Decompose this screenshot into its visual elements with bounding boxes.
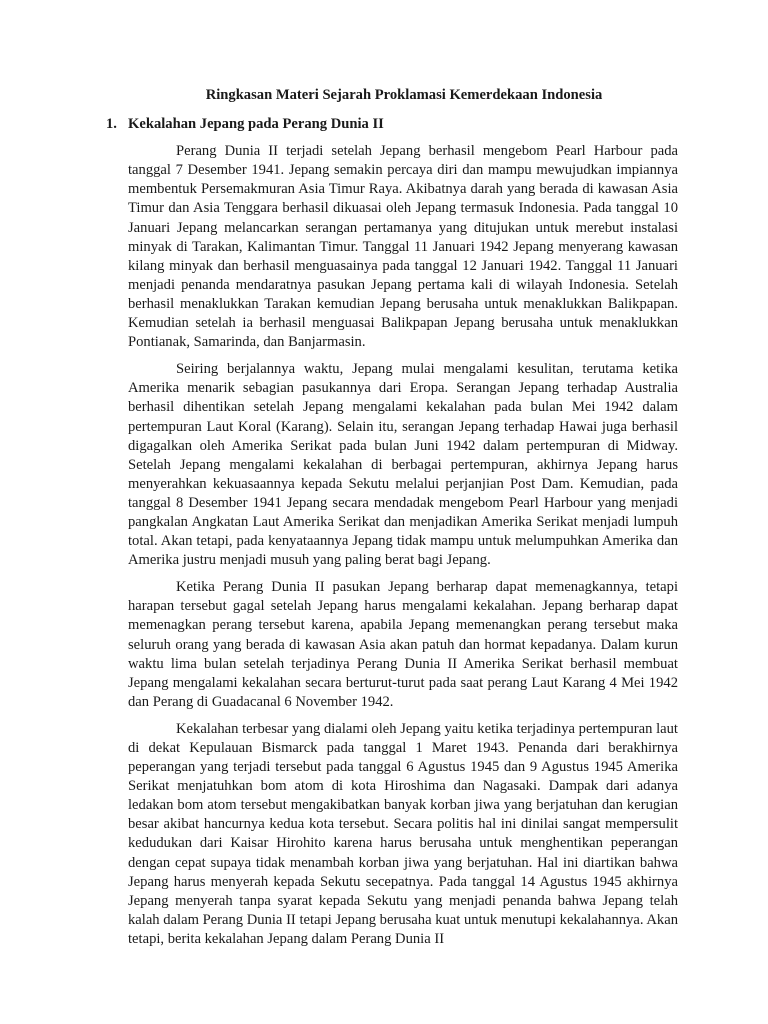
paragraph: Seiring berjalannya waktu, Jepang mulai mengalami kesulitan, terutama ketika Amerika menarik sebagian pasukannya dari Eropa. Serangan Jepang terhadap Australia berhasil dihentikan setelah Jepang mengalami kekalahan pada bulan Mei 1942 dalam pertempuran Laut Koral (Karang). Selain itu, serangan Jepang terhadap Hawai juga berhasil digagalkan oleh Amerika Serikat pada bulan Juni 1942 dalam pertempuran di Midway. Setelah Jepang mengalami kekalahan di berbagai pertempuran, akhirnya Jepang harus menyerahkan kekuasaannya kepada Sekutu melalui perjanjian Post Dam. Kemudian, pada tanggal 8 Desember 1941 Jepang secara mendadak mengebom Pearl Harbour yang menjadi pangkalan Angkatan Laut Amerika Serikat dan menjadikan Amerika Serikat menjadi lumpuh total. Akan tetapi, pada kenyataannya Jepang tidak mampu untuk melumpuhkan Amerika dan Amerika justru menjadi musuh yang paling berat bagi Jepang.: [128, 361, 678, 569]
document-title: Ringkasan Materi Sejarah Proklamasi Kemerdekaan Indonesia: [205, 87, 603, 103]
paragraph: Kekalahan terbesar yang dialami oleh Jepang yaitu ketika terjadinya pertempuran laut di dekat Kepulauan Bismarck pada tanggal 1 Maret 1943. Penanda dari berakhirnya peperangan yang terjadi tersebut pada tanggal 6 Agustus 1945 dan 9 Agustus 1945 Amerika Serikat menjatuhkan bom atom di kota Hiroshima dan Nagasaki. Dampak dari adanya ledakan bom atom tersebut mengakibatkan banyak korban jiwa yang berjatuhan dan kerugian besar akibat hancurnya kedua kota tersebut. Secara politis hal ini dinilai sangat mempersulit kedudukan dari Kaisar Hirohito karena harus berusaha untuk menghentikan peperangan dengan cepat supaya tidak menambah korban jiwa yang berjatuhan. Hal ini diartikan bahwa Jepang harus menyerah kepada Sekutu secepatnya. Pada tanggal 14 Agustus 1945 akhirnya Jepang menyerah tanpa syarat kepada Sekutu yang menjadi penanda bahwa Jepang telah kalah dalam Perang Dunia II tetapi Jepang berusaha kuat untuk menutupi kekalahannya. Akan tetapi, berita kekalahan Jepang dalam Perang Dunia II: [128, 720, 678, 947]
paragraph: Perang Dunia II terjadi setelah Jepang berhasil mengebom Pearl Harbour pada tanggal 7 Desember 1941. Jepang semakin percaya diri dan mampu mewujudkan impiannya membentuk Persemakmuran Asia Timur Raya. Akibatnya darah yang berada di kawasan Asia Timur dan Asia Tenggara berhasil dikuasai oleh Jepang termasuk Indonesia. Pada tanggal 10 Januari Jepang melancarkan serangan pertamanya yang ditujukan untuk merebut instalasi minyak di Tarakan, Kalimantan Timur. Tanggal 11 Januari 1942 Jepang menyerang kawasan kilang minyak dan berhasil menguasainya pada tanggal 12 Januari 1942. Tanggal 11 Januari menjadi penanda mendaratnya pasukan Jepang pertama kali di wilayah Indonesia. Setelah berhasil menaklukkan Tarakan kemudian Jepang berusaha untuk menaklukkan Balikpapan. Kemudian setelah ia berhasil menguasai Balikpapan Jepang berusaha untuk menaklukkan Pontianak, Samarinda, dan Banjarmasin.: [128, 143, 678, 351]
section-number: 1.: [106, 116, 117, 133]
section-heading: [106, 115, 678, 134]
paragraph: Ketika Perang Dunia II pasukan Jepang berharap dapat memenagkannya, tetapi harapan tersebut gagal setelah Jepang harus mengalami kekalahan. Jepang berharap dapat memenagkan perang tersebut karena, apabila Jepang memenangkan perang tersebut maka seluruh orang yang berada di kawasan Asia akan patuh dan hormat kepadanya. Dalam kurun waktu lima bulan setelah terjadinya Perang Dunia II Amerika Serikat berhasil membuat Jepang mengalami kekalahan secara berturut-turut pada saat perang Laut Karang 4 Mei 1942 dan Perang di Guadacanal 6 November 1942.: [128, 579, 678, 710]
section-heading-text: Kekalahan Jepang pada Perang Dunia II: [128, 116, 384, 133]
